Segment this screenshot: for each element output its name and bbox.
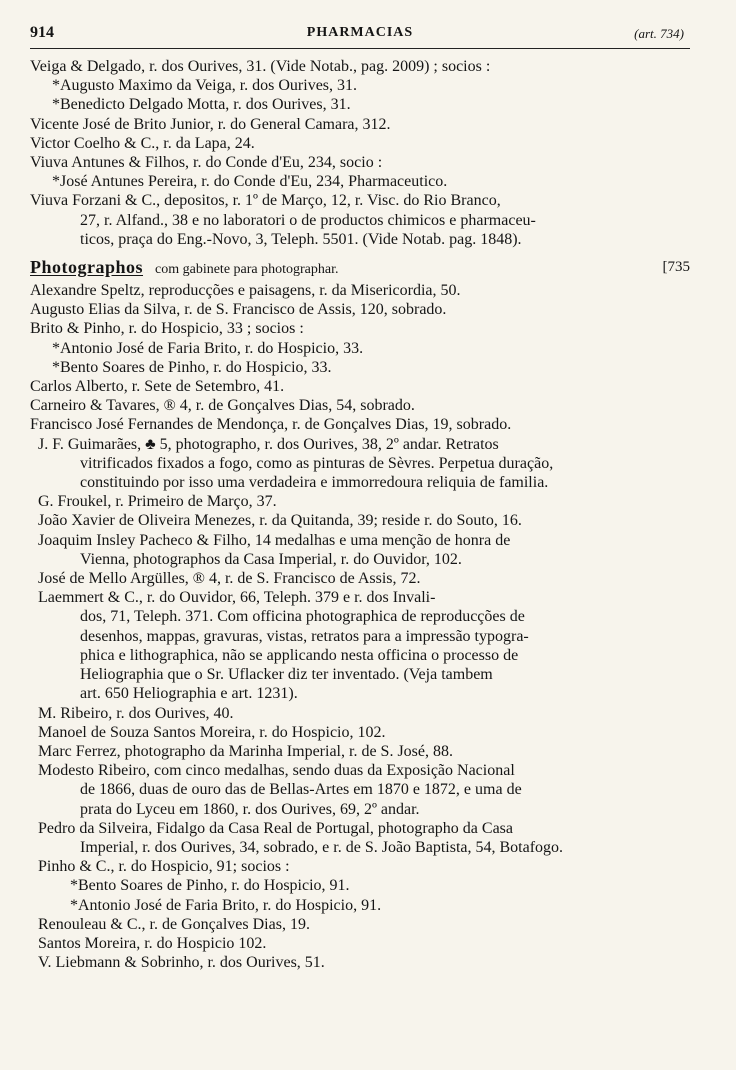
entry-line: Brito & Pinho, r. do Hospicio, 33 ; socios : <box>30 320 304 338</box>
entry-line: G. Froukel, r. Primeiro de Março, 37. <box>38 493 277 511</box>
entry-line: Heliographia que o Sr. Uflacker diz ter inventado. (Veja tambem <box>80 666 493 684</box>
entry-line: constituindo por isso uma verdadeira e immorredoura reliquia de familia. <box>80 474 549 492</box>
entry-line: Francisco José Fernandes de Mendonça, r. de Gonçalves Dias, 19, sobrado. <box>30 416 512 434</box>
entry-line: Joaquim Insley Pacheco & Filho, 14 medalhas e uma menção de honra de <box>38 531 511 549</box>
photographos-list <box>30 281 690 972</box>
entry-line: *José Antunes Pereira, r. do Conde d'Eu, 234, Pharmaceutico. <box>52 173 448 191</box>
entry-line: João Xavier de Oliveira Menezes, r. da Quitanda, 39; reside r. do Souto, 16. <box>38 512 522 530</box>
section-title: Photographos <box>30 257 144 278</box>
entry-line: dos, 71, Teleph. 371. Com officina photographica de reproducções de <box>80 608 525 626</box>
entry-line: *Augusto Maximo da Veiga, r. dos Ourives, 31. <box>52 77 358 95</box>
page-title: PHARMACIAS <box>306 25 414 40</box>
entry-line: *Antonio José de Faria Brito, r. do Hospicio, 91. <box>70 896 382 914</box>
entry-line: Carneiro & Tavares, ® 4, r. de Gonçalves Dias, 54, sobrado. <box>30 397 415 415</box>
entry-line: prata do Lyceu em 1860, r. dos Ourives, 69, 2º andar. <box>80 800 420 818</box>
entry-line: Pedro da Silveira, Fidalgo da Casa Real de Portugal, photographo da Casa <box>38 819 514 837</box>
entry-line: 27, r. Alfand., 38 e no laboratori o de productos chimicos e pharmaceu- <box>80 211 536 229</box>
entry-line: Manoel de Souza Santos Moreira, r. do Hospicio, 102. <box>38 723 386 741</box>
entry-line: Vicente José de Brito Junior, r. do General Camara, 312. <box>30 115 391 133</box>
entry-line: vitrificados fixados a fogo, como as pinturas de Sèvres. Perpetua duração, <box>80 454 554 472</box>
entry-line: Victor Coelho & C., r. da Lapa, 24. <box>30 134 255 152</box>
entry-line: art. 650 Heliographia e art. 1231). <box>80 685 298 703</box>
pharmacias-list <box>30 57 690 249</box>
entry-line: Marc Ferrez, photographo da Marinha Imperial, r. de S. José, 88. <box>38 742 453 760</box>
entry-line: *Bento Soares de Pinho, r. do Hospicio, 91. <box>70 877 350 895</box>
entry-line: J. F. Guimarães, ♣ 5, photographo, r. dos Ourives, 38, 2º andar. Retratos <box>38 435 499 453</box>
section-subtitle: com gabinete para photographar. <box>155 262 339 278</box>
entry-line: phica e lithographica, não se applicando nesta officina o processo de <box>80 646 519 664</box>
article-ref: (art. 734) <box>634 26 684 41</box>
entry-line: Santos Moreira, r. do Hospicio 102. <box>38 934 267 952</box>
entry-line: M. Ribeiro, r. dos Ourives, 40. <box>38 704 234 722</box>
entry-line: Renouleau & C., r. de Gonçalves Dias, 19. <box>38 915 310 933</box>
page-number: 914 <box>30 24 54 41</box>
entry-line: Veiga & Delgado, r. dos Ourives, 31. (Vide Notab., pag. 2009) ; socios : <box>30 58 491 75</box>
entry-line: Viuva Forzani & C., depositos, r. 1º de Março, 12, r. Visc. do Rio Branco, <box>30 192 501 210</box>
entry-line: Vienna, photographos da Casa Imperial, r. do Ouvidor, 102. <box>80 550 462 568</box>
entry-line: Carlos Alberto, r. Sete de Setembro, 41. <box>30 378 285 396</box>
entry-line: Viuva Antunes & Filhos, r. do Conde d'Eu, 234, socio : <box>30 154 383 172</box>
entry-line: *Antonio José de Faria Brito, r. do Hospicio, 33. <box>52 339 364 357</box>
entry-line: José de Mello Argülles, ® 4, r. de S. Francisco de Assis, 72. <box>38 570 421 588</box>
entry-line: Laemmert & C., r. do Ouvidor, 66, Teleph. 379 e r. dos Invali- <box>38 589 436 607</box>
entry-line: V. Liebmann & Sobrinho, r. dos Ourives, 51. <box>38 954 325 972</box>
entry-line: desenhos, mappas, gravuras, vistas, retratos para a impressão typogra- <box>80 627 529 645</box>
entry-line: Pinho & C., r. do Hospicio, 91; socios : <box>38 858 290 876</box>
page-header <box>30 22 690 49</box>
entry-line: Augusto Elias da Silva, r. de S. Francisco de Assis, 120, sobrado. <box>30 301 447 319</box>
entry-line: Modesto Ribeiro, com cinco medalhas, sendo duas da Exposição Nacional <box>38 762 515 780</box>
entry-line: ticos, praça do Eng.-Novo, 3, Teleph. 5501. (Vide Notab. pag. 1848). <box>80 230 522 248</box>
section-header <box>30 257 690 279</box>
entry-line: Alexandre Speltz, reproducções e paisagens, r. da Misericordia, 50. <box>30 282 461 300</box>
entry-line: *Benedicto Delgado Motta, r. dos Ourives, 31. <box>52 96 351 114</box>
entry-line: Imperial, r. dos Ourives, 34, sobrado, e r. de S. João Baptista, 54, Botafogo. <box>80 838 564 856</box>
entry-line: *Bento Soares de Pinho, r. do Hospicio, 33. <box>52 358 332 376</box>
entry-line: de 1866, duas de ouro das de Bellas-Artes em 1870 e 1872, e uma de <box>80 781 522 799</box>
section-ref: [735 <box>662 259 690 276</box>
